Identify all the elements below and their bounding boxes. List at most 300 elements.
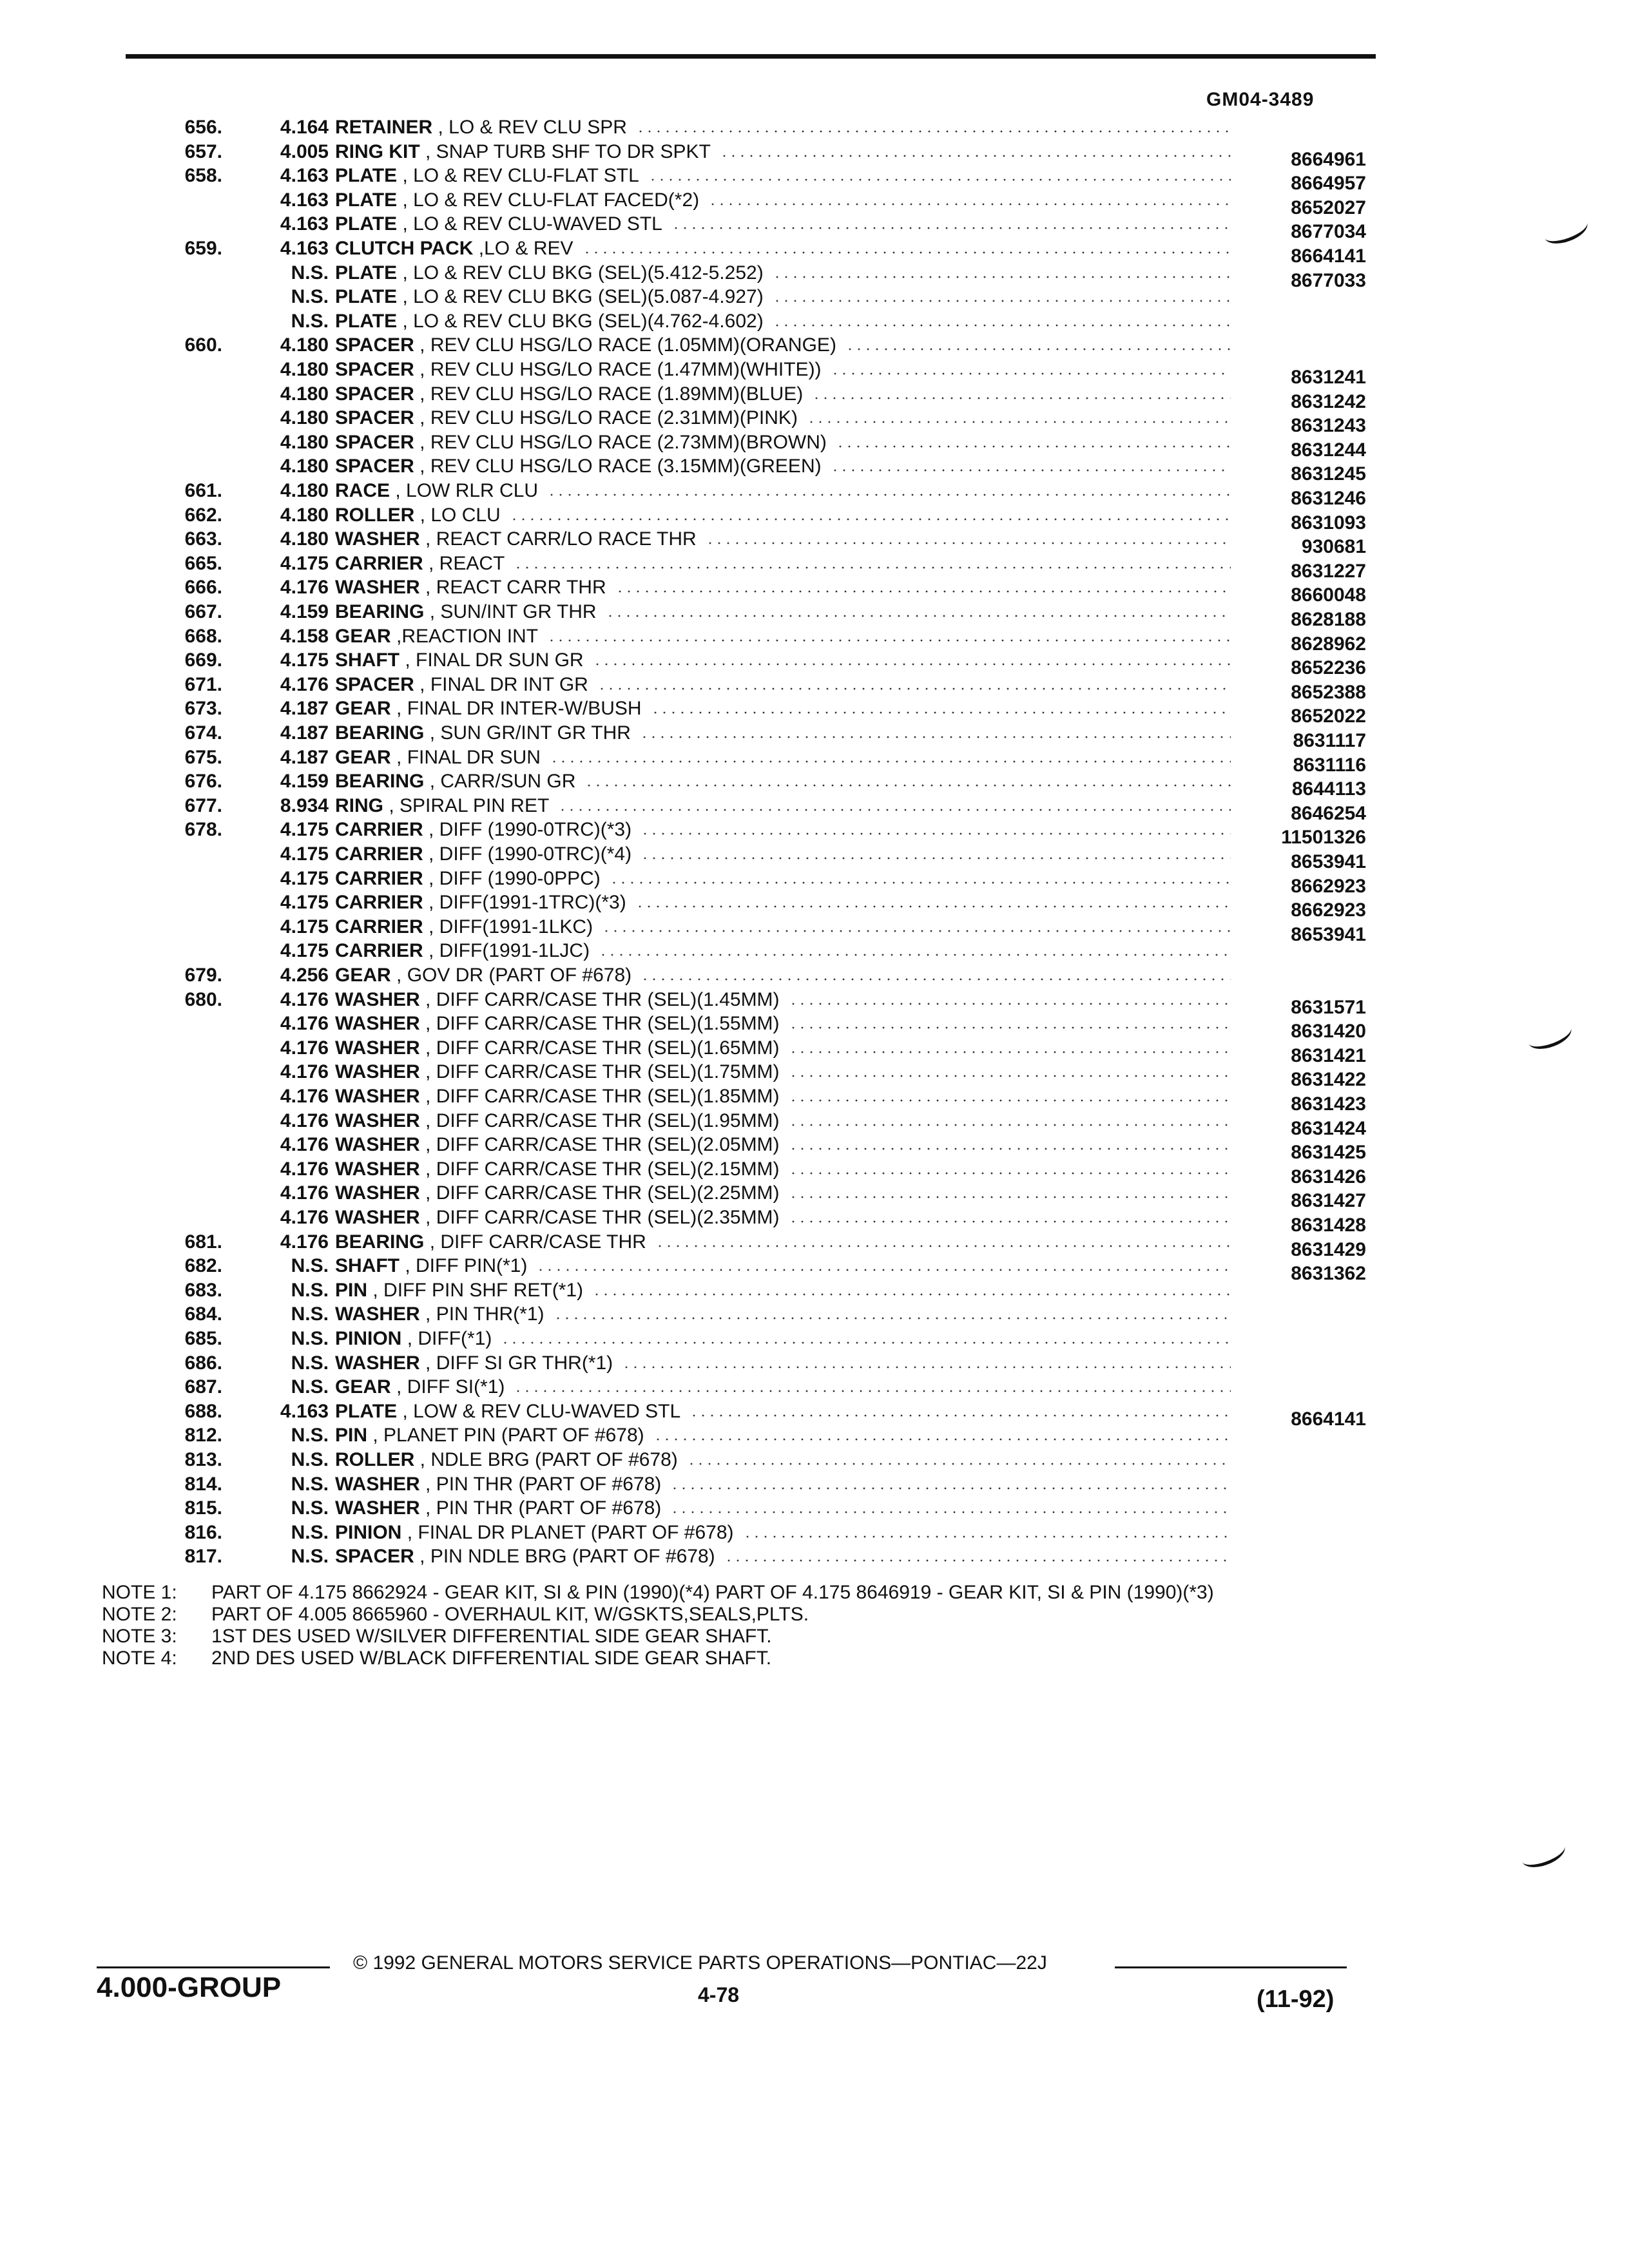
part-description (335, 818, 631, 841)
item-number: 686. (184, 1352, 222, 1374)
part-detail: , SPIRAL PIN RET (389, 795, 550, 816)
note-text: 2ND DES USED W/BLACK DIFFERENTIAL SIDE GEAR SHAFT. (211, 1648, 772, 1669)
part-description (335, 1061, 780, 1084)
part-description (335, 1545, 715, 1568)
part-name: WASHER (335, 1110, 420, 1131)
section-number: 4.175 (280, 649, 329, 671)
part-name: WASHER (335, 577, 420, 598)
table-row (0, 455, 1418, 485)
part-number: 8652388 (1291, 682, 1366, 703)
part-name: CARRIER (335, 892, 423, 913)
section-number: 4.176 (280, 1061, 329, 1082)
part-description (335, 964, 631, 987)
item-number: 659. (184, 238, 222, 259)
part-detail: , LO & REV CLU BKG (SEL)(5.412-5.252) (402, 262, 764, 284)
table-row (0, 1424, 1418, 1447)
part-description (335, 431, 827, 454)
section-number: 4.175 (280, 843, 329, 865)
part-detail: , DIFF CARR/CASE THR (SEL)(1.85MM) (425, 1086, 780, 1107)
part-detail: , DIFF CARR/CASE THR (SEL)(1.65MM) (425, 1037, 780, 1059)
part-detail: , DIFF SI GR THR(*1) (425, 1352, 613, 1374)
part-detail: , DIFF CARR/CASE THR (SEL)(2.05MM) (425, 1134, 780, 1155)
dot-leader (812, 397, 1231, 399)
dot-leader (831, 469, 1231, 472)
part-detail: , REACT CARR/LO RACE THR (425, 528, 697, 550)
table-row (0, 1497, 1418, 1520)
part-detail: , GOV DR (PART OF #678) (396, 965, 632, 986)
part-detail: , FINAL DR PLANET (PART OF #678) (407, 1522, 734, 1543)
part-description (335, 1182, 780, 1205)
table-row (0, 988, 1418, 1018)
note-label: NOTE 4: (102, 1648, 177, 1669)
dot-leader (547, 639, 1231, 642)
part-name: GEAR (335, 965, 391, 986)
part-number: 8662923 (1291, 899, 1366, 921)
part-description (335, 334, 836, 357)
item-number: 658. (184, 165, 222, 186)
part-detail: , DIFF(1991-1LJC) (429, 940, 590, 961)
section-number: N.S. (291, 1280, 329, 1301)
note-2 (102, 1604, 1391, 1626)
part-name: BEARING (335, 601, 425, 622)
part-detail: , DIFF CARR/CASE THR (SEL)(1.75MM) (425, 1061, 780, 1082)
part-detail: , FINAL DR INTER-W/BUSH (396, 698, 642, 719)
part-description (335, 576, 606, 599)
part-description (335, 673, 588, 697)
part-number: 8628962 (1291, 633, 1366, 655)
table-row (0, 939, 1418, 963)
item-number: 816. (184, 1522, 222, 1543)
part-number: 8631362 (1291, 1263, 1366, 1284)
part-number: 8631427 (1291, 1190, 1366, 1211)
dot-leader (789, 1051, 1231, 1053)
dot-leader (622, 1366, 1231, 1369)
section-number: 4.175 (280, 940, 329, 961)
part-detail: , CARR/SUN GR (429, 771, 576, 792)
part-description (335, 843, 631, 866)
part-description (335, 504, 501, 527)
item-number: 662. (184, 505, 222, 526)
part-description (335, 140, 711, 164)
part-number: 8646254 (1291, 803, 1366, 824)
section-number: 4.176 (280, 1158, 329, 1180)
item-number: 660. (184, 334, 222, 356)
part-description (335, 383, 803, 406)
part-description (335, 794, 549, 818)
part-name: ROLLER (335, 1449, 415, 1470)
section-number: 4.176 (280, 1013, 329, 1034)
section-number: N.S. (291, 1303, 329, 1325)
dot-leader (514, 566, 1231, 569)
section-number: 4.180 (280, 407, 329, 428)
dot-leader (773, 276, 1231, 278)
section-number: 4.176 (280, 1207, 329, 1228)
part-detail: , DIFF(1991-1LKC) (429, 916, 593, 937)
section-number: 4.175 (280, 553, 329, 574)
note-label: NOTE 2: (102, 1604, 177, 1625)
part-name: BEARING (335, 722, 425, 744)
table-row (0, 964, 1418, 987)
part-number: 8631424 (1291, 1118, 1366, 1139)
binder-tick-mark (1541, 212, 1591, 249)
section-number: 4.163 (280, 1401, 329, 1422)
part-number: 8631246 (1291, 488, 1366, 509)
section-number: 4.175 (280, 819, 329, 840)
part-detail: , FINAL DR INT GR (419, 674, 588, 695)
item-number: 667. (184, 601, 222, 622)
section-number: 4.187 (280, 698, 329, 719)
part-name: WASHER (335, 1061, 420, 1082)
section-number: N.S. (291, 1255, 329, 1276)
part-description (335, 310, 764, 333)
part-number: 8664141 (1291, 245, 1366, 267)
dot-leader (597, 687, 1231, 690)
table-row (0, 673, 1418, 703)
part-description (335, 1400, 680, 1423)
table-row (0, 916, 1418, 945)
dot-leader (706, 542, 1231, 544)
table-row (0, 1037, 1418, 1066)
table-row (0, 334, 1418, 357)
part-name: PLATE (335, 165, 398, 186)
section-number: N.S. (291, 1546, 329, 1567)
part-detail: , REV CLU HSG/LO RACE (2.73MM)(BROWN) (419, 432, 827, 453)
dot-leader (514, 1390, 1231, 1392)
item-number: 681. (184, 1231, 222, 1253)
part-name: SPACER (335, 383, 414, 405)
section-number: 4.256 (280, 965, 329, 986)
part-detail: , DIFF (1990-0TRC)(*4) (429, 843, 632, 865)
dot-leader (836, 445, 1231, 448)
part-number: 8631241 (1291, 367, 1366, 388)
part-number: 8631422 (1291, 1069, 1366, 1090)
part-number: 8660048 (1291, 584, 1366, 606)
section-number: N.S. (291, 1497, 329, 1519)
table-row (0, 1110, 1418, 1139)
part-number: 8662923 (1291, 876, 1366, 897)
part-name: SPACER (335, 456, 414, 477)
table-row (0, 1327, 1418, 1350)
part-number: 8631423 (1291, 1093, 1366, 1115)
item-number: 817. (184, 1546, 222, 1567)
dot-leader (789, 1148, 1231, 1150)
footer-page-number: 4-78 (698, 1983, 740, 2006)
table-row (0, 140, 1418, 170)
part-name: PLATE (335, 1401, 398, 1422)
footer-copyright: © 1992 GENERAL MOTORS SERVICE PARTS OPERATIONS—PONTIAC—22J (353, 1952, 1047, 1974)
section-number: N.S. (291, 286, 329, 307)
dot-leader (599, 954, 1231, 956)
item-number: 668. (184, 626, 222, 647)
part-detail: , PLANET PIN (PART OF #678) (372, 1425, 644, 1446)
section-number: N.S. (291, 1352, 329, 1374)
part-description (335, 1231, 646, 1254)
dot-leader (510, 518, 1231, 521)
footer-group-label: 4.000-GROUP (97, 1972, 282, 2003)
section-number: 4.176 (280, 1110, 329, 1131)
dot-leader (592, 1293, 1231, 1296)
part-name: CARRIER (335, 868, 423, 889)
part-number: 930681 (1301, 536, 1366, 557)
part-description (335, 164, 639, 187)
table-row (0, 116, 1418, 139)
section-number: 4.176 (280, 1134, 329, 1155)
part-detail: , PIN THR (PART OF #678) (425, 1474, 662, 1495)
part-name: WASHER (335, 528, 420, 550)
part-name: CARRIER (335, 940, 423, 961)
part-name: PLATE (335, 189, 398, 211)
part-description (335, 1424, 644, 1447)
part-description (335, 262, 764, 285)
table-row (0, 407, 1418, 436)
part-name: WASHER (335, 1086, 420, 1107)
part-detail: , DIFF CARR/CASE THR (SEL)(1.55MM) (425, 1013, 780, 1034)
part-name: CLUTCH PACK (335, 238, 474, 259)
dot-leader (789, 1196, 1231, 1198)
part-description (335, 1279, 583, 1302)
part-name: BEARING (335, 771, 425, 792)
table-row (0, 1448, 1418, 1472)
part-number: 8631093 (1291, 512, 1366, 533)
part-detail: , FINAL DR SUN (396, 747, 541, 768)
part-description (335, 697, 642, 720)
part-name: WASHER (335, 1352, 420, 1374)
part-name: GEAR (335, 698, 391, 719)
dot-leader (773, 300, 1231, 302)
part-name: SPACER (335, 674, 414, 695)
dot-leader (636, 130, 1231, 133)
part-name: SPACER (335, 334, 414, 356)
part-name: PLATE (335, 311, 398, 332)
note-3 (102, 1626, 1391, 1648)
part-detail: , SUN GR/INT GR THR (429, 722, 631, 744)
dot-leader (641, 857, 1231, 860)
table-row (0, 649, 1418, 678)
part-detail: , REV CLU HSG/LO RACE (2.31MM)(PINK) (419, 407, 798, 428)
table-row (0, 843, 1418, 872)
part-name: WASHER (335, 989, 420, 1010)
part-detail: , DIFF CARR/CASE THR (429, 1231, 646, 1253)
section-number: 4.180 (280, 456, 329, 477)
item-number: 663. (184, 528, 222, 550)
part-detail: , DIFF SI(*1) (396, 1376, 505, 1398)
part-name: ROLLER (335, 505, 415, 526)
part-detail: , LO & REV CLU-FLAT STL (402, 165, 639, 186)
table-row (0, 601, 1418, 630)
dot-leader (606, 615, 1231, 617)
footer-rule-right (1115, 1966, 1347, 1968)
section-number: 4.159 (280, 601, 329, 622)
section-number: 4.180 (280, 383, 329, 405)
table-row (0, 1376, 1418, 1399)
part-detail: , PIN NDLE BRG (PART OF #678) (419, 1546, 715, 1567)
part-description (335, 1303, 545, 1326)
part-number: 8631245 (1291, 463, 1366, 485)
dot-leader (708, 203, 1231, 206)
note-label: NOTE 1: (102, 1582, 177, 1603)
item-number: 815. (184, 1497, 222, 1519)
part-name: WASHER (335, 1037, 420, 1059)
part-description (335, 770, 575, 793)
section-number: 4.158 (280, 626, 329, 647)
table-row (0, 213, 1418, 242)
part-description (335, 116, 627, 139)
part-number: 8653941 (1291, 924, 1366, 945)
part-name: GEAR (335, 626, 391, 647)
item-number: 678. (184, 819, 222, 840)
part-number: 8652022 (1291, 706, 1366, 727)
part-number: 8652236 (1291, 657, 1366, 678)
part-name: CARRIER (335, 553, 423, 574)
table-row (0, 794, 1418, 824)
section-number: 4.175 (280, 868, 329, 889)
part-detail: , REACT CARR THR (425, 577, 606, 598)
item-number: 679. (184, 965, 222, 986)
part-name: SPACER (335, 407, 414, 428)
dot-leader (640, 736, 1231, 738)
table-row (0, 1352, 1418, 1375)
part-number: 8631242 (1291, 391, 1366, 412)
section-number: 8.934 (280, 795, 329, 816)
dot-leader (720, 155, 1231, 157)
part-number: 8631227 (1291, 561, 1366, 582)
part-detail: , PIN THR (PART OF #678) (425, 1497, 662, 1519)
note-1 (102, 1582, 1391, 1604)
table-row (0, 867, 1418, 897)
table-row (0, 1061, 1418, 1090)
part-description (335, 213, 662, 236)
part-detail: , DIFF CARR/CASE THR (SEL)(2.15MM) (425, 1158, 780, 1180)
part-detail: , REACT (429, 553, 505, 574)
part-description (335, 1085, 780, 1108)
table-row (0, 383, 1418, 412)
part-detail: ,REACTION INT (396, 626, 539, 647)
item-number: 671. (184, 674, 222, 695)
part-description (335, 939, 590, 963)
note-text: PART OF 4.005 8665960 - OVERHAUL KIT, W/GSKTS,SEALS,PLTS. (211, 1604, 809, 1625)
table-row (0, 1158, 1418, 1187)
part-name: SPACER (335, 1546, 414, 1567)
table-row (0, 1254, 1418, 1284)
section-number: N.S. (291, 1449, 329, 1470)
table-row (0, 1206, 1418, 1236)
part-description (335, 358, 822, 381)
item-number: 814. (184, 1474, 222, 1495)
dot-leader (635, 905, 1231, 908)
dot-leader (641, 832, 1231, 835)
part-name: RACE (335, 480, 390, 501)
item-number: 676. (184, 771, 222, 792)
part-description (335, 916, 593, 939)
table-row (0, 358, 1418, 388)
section-number: N.S. (291, 1522, 329, 1543)
table-row (0, 431, 1418, 461)
part-detail: , DIFF CARR/CASE THR (SEL)(2.35MM) (425, 1207, 780, 1228)
dot-leader (689, 1414, 1231, 1417)
item-number: 666. (184, 577, 222, 598)
part-description (335, 1327, 492, 1350)
part-description (335, 1110, 780, 1133)
table-row (0, 285, 1418, 309)
part-description (335, 1133, 780, 1157)
part-detail: , FINAL DR SUN GR (405, 649, 584, 671)
part-description (335, 1254, 527, 1278)
dot-leader (610, 881, 1231, 884)
part-name: GEAR (335, 747, 391, 768)
part-detail: , REV CLU HSG/LO RACE (1.47MM)(WHITE)) (419, 359, 822, 380)
part-detail: , LO & REV CLU-FLAT FACED(*2) (402, 189, 700, 211)
section-number: 4.176 (280, 1182, 329, 1204)
part-description (335, 407, 798, 430)
part-detail: , LOW RLR CLU (395, 480, 539, 501)
section-number: N.S. (291, 1328, 329, 1349)
part-name: WASHER (335, 1497, 420, 1519)
part-description (335, 237, 574, 260)
item-number: 813. (184, 1449, 222, 1470)
part-detail: , NDLE BRG (PART OF #678) (419, 1449, 678, 1470)
part-detail: , DIFF CARR/CASE THR (SEL)(1.45MM) (425, 989, 780, 1010)
part-detail: , DIFF (1990-0PPC) (429, 868, 601, 889)
binder-tick-mark (1518, 1836, 1568, 1872)
part-description (335, 1206, 780, 1229)
dot-leader (789, 1124, 1231, 1126)
part-description (335, 649, 584, 672)
part-number: 8664957 (1291, 173, 1366, 194)
part-detail: , DIFF(*1) (407, 1328, 492, 1349)
item-number: 682. (184, 1255, 222, 1276)
part-name: WASHER (335, 1134, 420, 1155)
table-row (0, 189, 1418, 218)
dot-leader (593, 663, 1231, 666)
note-text: 1ST DES USED W/SILVER DIFFERENTIAL SIDE GEAR SHAFT. (211, 1626, 772, 1647)
table-row (0, 697, 1418, 727)
item-number: 661. (184, 480, 222, 501)
part-description (335, 722, 631, 745)
section-number: 4.163 (280, 189, 329, 211)
dot-leader (773, 324, 1231, 327)
dot-leader (789, 1003, 1231, 1005)
part-number: 11501326 (1281, 827, 1366, 848)
part-description (335, 1037, 780, 1060)
table-row (0, 528, 1418, 557)
dot-leader (547, 494, 1231, 496)
part-number: 8644113 (1291, 778, 1366, 800)
part-description (335, 867, 601, 890)
part-description (335, 189, 699, 212)
part-name: WASHER (335, 1158, 420, 1180)
part-description (335, 746, 541, 769)
part-number: 8631243 (1291, 415, 1366, 436)
part-name: SPACER (335, 359, 414, 380)
dot-leader (602, 930, 1231, 932)
part-description (335, 285, 764, 309)
part-number: 8664141 (1291, 1408, 1366, 1430)
table-row (0, 1279, 1418, 1302)
item-number: 677. (184, 795, 222, 816)
dot-leader (536, 1269, 1231, 1271)
table-row (0, 1085, 1418, 1115)
table-row (0, 504, 1418, 533)
dot-leader (789, 1026, 1231, 1029)
part-name: RING (335, 795, 383, 816)
part-description (335, 601, 597, 624)
section-number: 4.180 (280, 359, 329, 380)
section-number: 4.176 (280, 577, 329, 598)
table-row (0, 1182, 1418, 1211)
part-description (335, 1158, 780, 1181)
dot-leader (615, 590, 1231, 593)
part-name: SHAFT (335, 1255, 400, 1276)
